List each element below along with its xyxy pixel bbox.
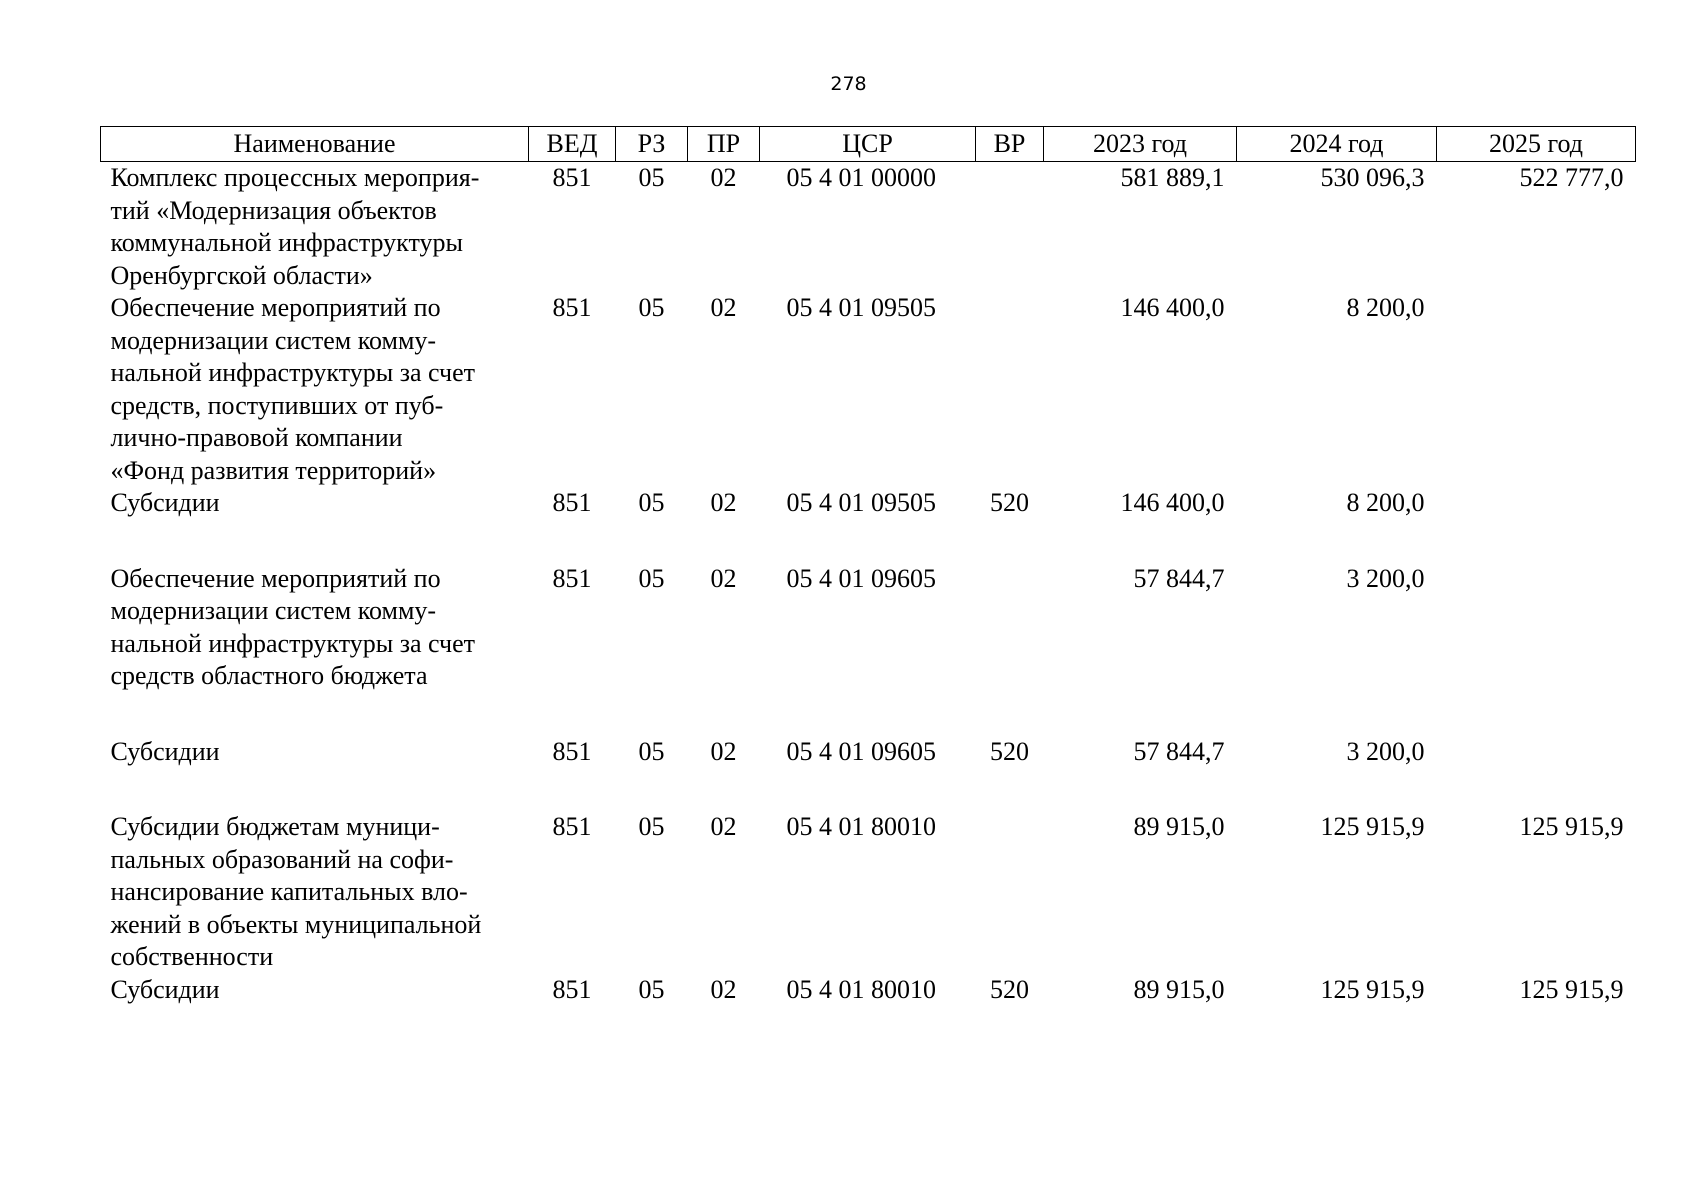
row-2025 xyxy=(1437,563,1636,736)
row-rz: 05 xyxy=(638,812,665,841)
row-2023: 89 915,0 xyxy=(1133,974,1225,1004)
page-number: 278 xyxy=(830,73,867,95)
header-2023: 2023 год xyxy=(1044,127,1237,162)
header-name: Наименование xyxy=(101,127,529,162)
table-row xyxy=(101,811,1636,974)
table-row xyxy=(101,162,1636,293)
table-header-row xyxy=(101,127,1636,162)
row-2024: 8 200,0 xyxy=(1346,293,1425,322)
row-csr: 05 4 01 09605 xyxy=(786,736,936,766)
row-ved: 851 xyxy=(552,293,592,322)
row-pr: 02 xyxy=(710,563,737,593)
row-2025 xyxy=(1437,292,1636,487)
row-vr: 520 xyxy=(990,488,1029,517)
row-csr: 05 4 01 09605 xyxy=(786,563,936,593)
row-2024: 125 915,9 xyxy=(1320,974,1425,1004)
row-csr: 05 4 01 00000 xyxy=(786,163,936,192)
header-ved: ВЕД xyxy=(529,127,616,162)
row-rz: 05 xyxy=(638,488,665,517)
row-vr: 520 xyxy=(990,974,1029,1004)
header-2025: 2025 год xyxy=(1437,127,1636,162)
row-2024: 530 096,3 xyxy=(1320,163,1425,192)
row-2023: 89 915,0 xyxy=(1133,812,1225,841)
row-2025 xyxy=(1437,736,1636,812)
row-csr: 05 4 01 09505 xyxy=(786,293,936,322)
row-name: Субсидии бюджетам муници- пальных образований на софи- нансирование капитальных вло- жений в объекты муниципальной собственности xyxy=(110,812,482,971)
table-row xyxy=(101,974,1636,1007)
row-csr: 05 4 01 80010 xyxy=(786,812,936,841)
row-2023: 581 889,1 xyxy=(1120,163,1225,192)
row-2025: 522 777,0 xyxy=(1519,163,1624,192)
header-2024: 2024 год xyxy=(1237,127,1437,162)
row-vr xyxy=(976,292,1044,487)
row-2024: 8 200,0 xyxy=(1346,488,1425,517)
row-name: Субсидии xyxy=(110,974,220,1004)
row-rz: 05 xyxy=(638,293,665,322)
row-pr: 02 xyxy=(710,736,737,766)
row-name: Обеспечение мероприятий по модернизации систем комму- нальной инфраструктуры за счет средств, поступивших от пуб- лично-правовой компании «Фонд развития территорий» xyxy=(110,293,476,485)
header-vr: ВР xyxy=(976,127,1044,162)
row-2024: 3 200,0 xyxy=(1346,563,1425,593)
row-ved: 851 xyxy=(552,974,592,1004)
row-2023: 57 844,7 xyxy=(1133,563,1225,593)
row-ved: 851 xyxy=(552,163,592,192)
table-row xyxy=(101,487,1636,563)
row-name: Комплекс процессных мероприя- тий «Модернизация объектов коммунальной инфраструктуры Оренбургской области» xyxy=(110,163,480,290)
header-csr: ЦСР xyxy=(760,127,976,162)
row-pr: 02 xyxy=(710,163,737,192)
row-vr xyxy=(976,162,1044,293)
row-pr: 02 xyxy=(710,974,737,1004)
row-pr: 02 xyxy=(710,293,737,322)
row-pr: 02 xyxy=(710,812,737,841)
table-row xyxy=(101,292,1636,487)
row-2025: 125 915,9 xyxy=(1519,974,1624,1004)
row-2023: 57 844,7 xyxy=(1133,736,1225,766)
row-ved: 851 xyxy=(552,736,592,766)
row-2023: 146 400,0 xyxy=(1120,488,1225,517)
row-vr xyxy=(976,811,1044,974)
header-pr: ПР xyxy=(688,127,760,162)
row-name: Субсидии xyxy=(110,488,220,517)
row-ved: 851 xyxy=(552,488,592,517)
row-2025 xyxy=(1437,487,1636,563)
row-2024: 3 200,0 xyxy=(1346,736,1425,766)
row-csr: 05 4 01 80010 xyxy=(786,974,936,1004)
row-ved: 851 xyxy=(552,812,592,841)
row-2023: 146 400,0 xyxy=(1120,293,1225,322)
row-rz: 05 xyxy=(638,563,665,593)
row-vr: 520 xyxy=(990,736,1029,766)
row-name: Обеспечение мероприятий по модернизации систем комму- нальной инфраструктуры за счет средств областного бюджета xyxy=(110,563,476,690)
table-row xyxy=(101,563,1636,736)
row-vr xyxy=(976,563,1044,736)
row-csr: 05 4 01 09505 xyxy=(786,488,936,517)
row-ved: 851 xyxy=(552,563,592,593)
row-rz: 05 xyxy=(638,974,665,1004)
row-2024: 125 915,9 xyxy=(1320,812,1425,841)
row-pr: 02 xyxy=(710,488,737,517)
row-name: Субсидии xyxy=(110,736,220,766)
row-rz: 05 xyxy=(638,736,665,766)
header-rz: РЗ xyxy=(616,127,688,162)
row-2025: 125 915,9 xyxy=(1519,812,1624,841)
table-row xyxy=(101,736,1636,812)
budget-table xyxy=(100,126,1636,1006)
row-rz: 05 xyxy=(638,163,665,192)
